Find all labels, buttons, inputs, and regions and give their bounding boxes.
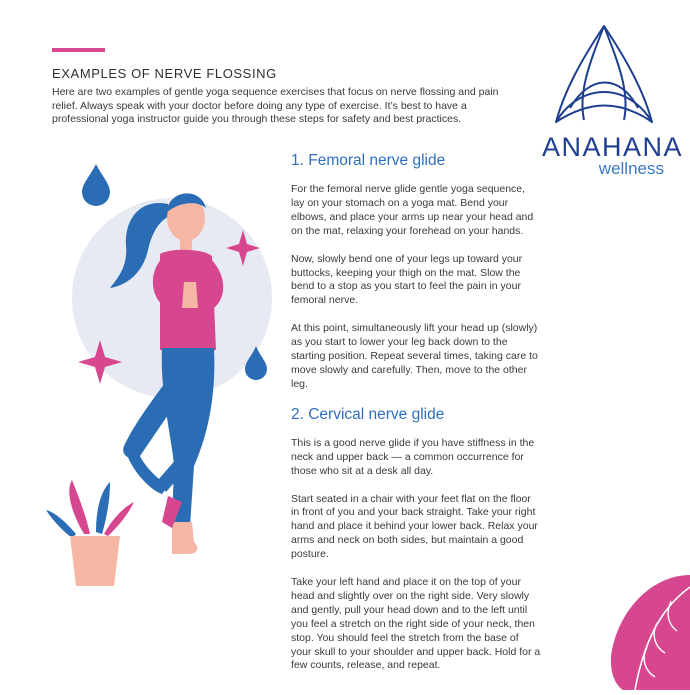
content-column (291, 152, 541, 673)
femoral-paragraph-3: At this point, simultaneously lift your head up (slowly) as you start to lower your leg back down to the starting position. Repeat several times, taking care to move slowly and carefully. Then, move to the other leg. (291, 322, 538, 390)
triquetra-icon (550, 22, 658, 130)
cervical-paragraph-3: Take your left hand and place it on the top of your head and slightly over on the right side. Very slowly and gently, pull your head down and to the left until you feel a stretch on the right side of your neck, then stop. You should feel the stretch from the base of your skull to your shoulder and upper back. Hold for a few counts, release, and repeat. (291, 576, 541, 672)
intro-text: Here are two examples of gentle yoga sequence exercises that focus on nerve flossing and pain relief. Always speak with your doctor before doing any type of exercise. It’s best to have a professional yoga instructor guide you through these steps for safety and best practices. (52, 86, 499, 125)
cervical-paragraph-2: Start seated in a chair with your feet flat on the floor in front of you and your back straight. Take your right hand and place it behind your lower back. Relax your arms and neck on both sides, but maintain a good posture. (291, 492, 538, 561)
water-drop-icon (82, 164, 110, 206)
femoral-paragraph-1: For the femoral nerve glide gentle yoga sequence, lay on your stomach on a yoga mat. Bend your elbows, and place your arms up near your head and on the mat, relaxing your forehead on your hands. (291, 183, 534, 237)
section-title-femoral: 1. Femoral nerve glide (291, 152, 446, 169)
page-heading: EXAMPLES OF NERVE FLOSSING (52, 66, 277, 81)
cervical-paragraph-1: This is a good nerve glide if you have stiffness in the neck and upper back — a common occurrence for those who sit at a desk all day. (291, 436, 535, 477)
brand-tagline: wellness (598, 159, 664, 178)
leaf-decoration (595, 565, 690, 690)
accent-bar (52, 48, 105, 52)
leaf-icon (595, 565, 690, 690)
brand-name: ANAHANA (542, 132, 684, 162)
femoral-paragraph-2: Now, slowly bend one of your legs up toward your buttocks, keeping your thigh on the mat. Slow the bend to a stop as you start to feel the pain in your femoral nerve. (291, 252, 523, 307)
brand-logo (542, 22, 684, 178)
section-title-cervical: 2. Cervical nerve glide (291, 405, 445, 423)
yoga-illustration (40, 150, 285, 610)
